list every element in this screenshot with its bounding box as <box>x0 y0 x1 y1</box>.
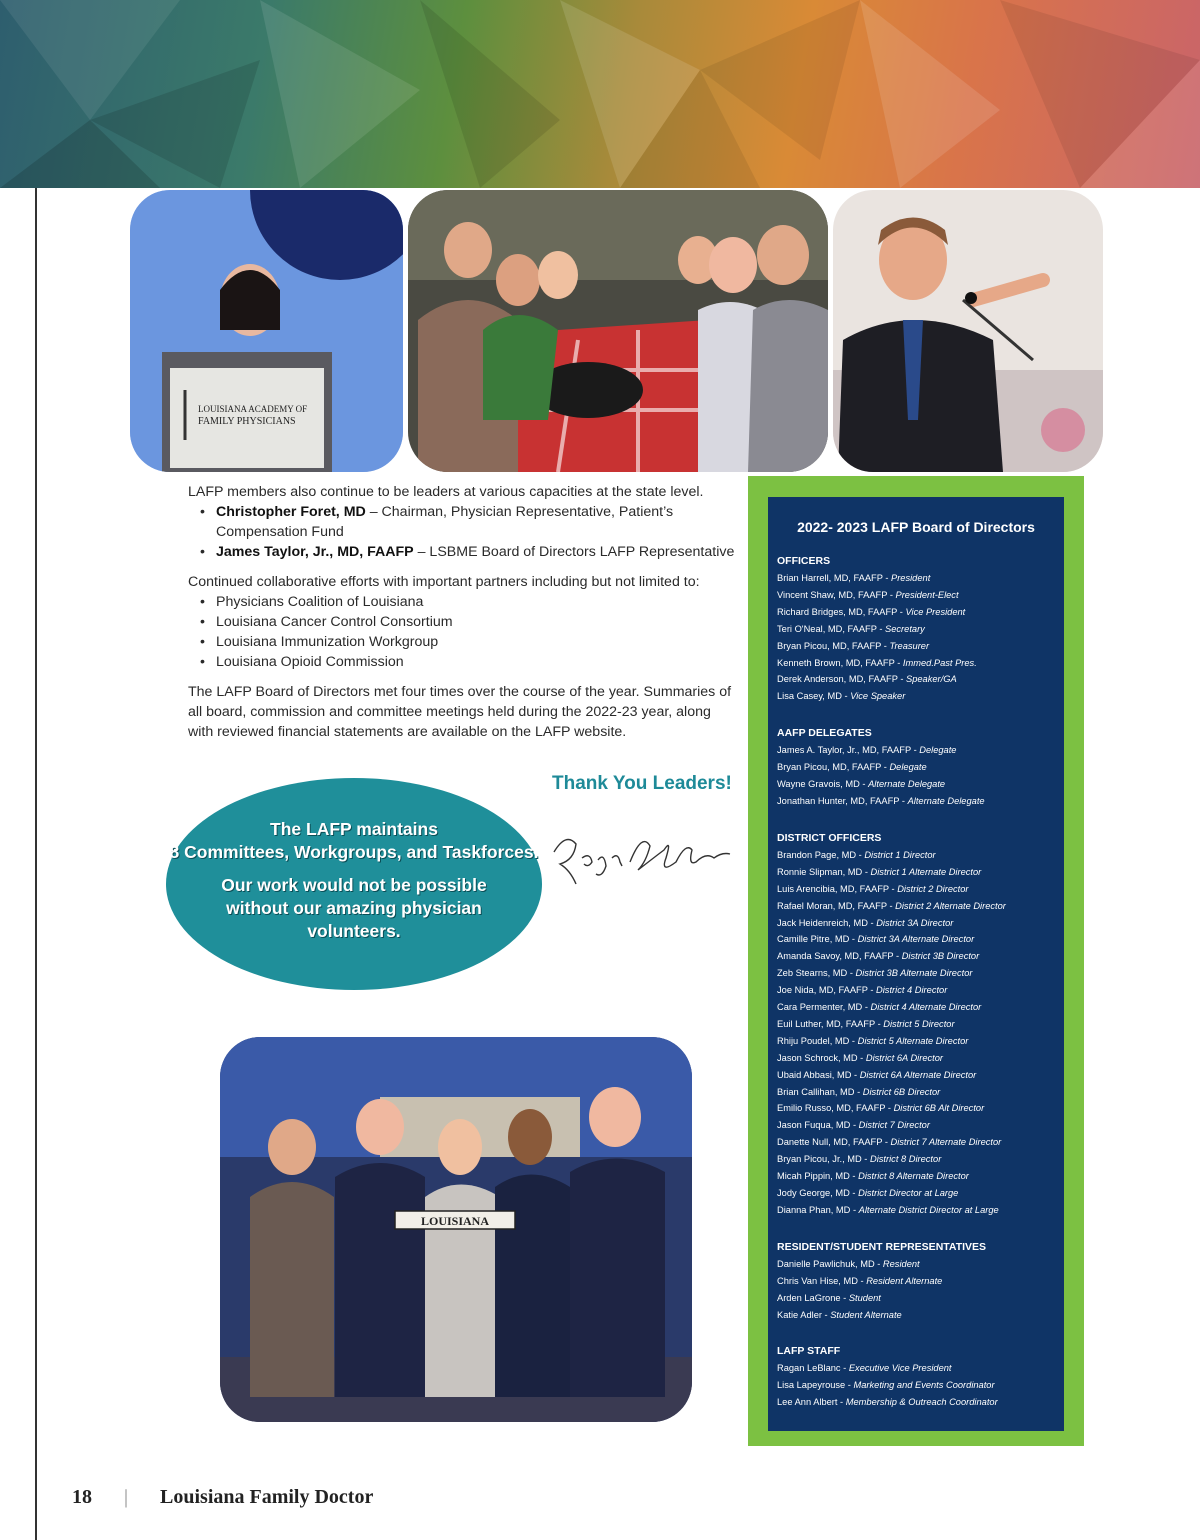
list-item: • Physicians Coalition of Louisiana <box>216 592 736 612</box>
board-member <box>777 965 1061 982</box>
board-member <box>777 1033 1061 1050</box>
thank-you-heading: Thank You Leaders! <box>552 773 732 794</box>
photo-louisiana-group <box>220 1037 692 1422</box>
photo-podium-speaker <box>130 190 403 472</box>
board-sections <box>777 555 1061 1433</box>
intro-paragraph: LAFP members also continue to be leaders at various capacities at the state level. <box>188 484 704 500</box>
member-name: Brandon Page, MD - <box>777 849 865 860</box>
header-banner <box>0 0 1200 188</box>
member-role: District 1 Alternate Director <box>870 866 982 877</box>
member-role: District 5 Director <box>883 1018 955 1029</box>
board-member <box>777 982 1061 999</box>
board-member <box>777 776 1061 793</box>
member-name: Bryan Picou, MD, FAAFP - <box>777 640 890 651</box>
member-role: Speaker/GA <box>906 674 957 685</box>
member-role: District 6A Director <box>865 1052 944 1063</box>
signature-graphic <box>546 822 732 902</box>
member-name: Vincent Shaw, MD, FAAFP - <box>777 589 896 600</box>
leader-role: – LSBME Board of Directors LAFP Representative <box>413 544 735 560</box>
board-member <box>777 1360 1061 1377</box>
member-name: Chris Van Hise, MD - <box>777 1275 867 1286</box>
member-name: Brian Callihan, MD - <box>777 1086 863 1097</box>
member-role: Delegate <box>889 762 927 773</box>
board-member <box>777 793 1061 810</box>
board-member <box>777 1273 1061 1290</box>
board-member <box>777 1016 1061 1033</box>
member-name: Emilio Russo, MD, FAAFP - <box>777 1103 894 1114</box>
board-section <box>777 832 1061 1219</box>
page-footer <box>72 1486 373 1509</box>
leader-name: Christopher Foret, MD <box>216 504 366 520</box>
member-role: Delegate <box>919 745 957 756</box>
member-name: Jody George, MD - <box>777 1188 859 1198</box>
member-role: District 3B Alternate Director <box>855 968 973 979</box>
member-name: James A. Taylor, Jr., MD, FAAFP - <box>777 745 920 756</box>
board-panel <box>768 497 1064 1431</box>
member-role: District 2 Director <box>897 883 969 894</box>
board-member <box>777 1168 1061 1185</box>
member-role: District 8 Director <box>870 1154 942 1165</box>
photo-dinner-group <box>408 190 828 472</box>
member-role: District 2 Alternate Director <box>895 900 1006 911</box>
member-role: District 5 Alternate Director <box>857 1035 969 1046</box>
member-name: Rafael Moran, MD, FAAFP - <box>777 900 896 911</box>
board-member <box>777 688 1061 705</box>
member-name: Lee Ann Albert - <box>777 1397 846 1408</box>
member-role: Student Alternate <box>830 1309 902 1320</box>
board-member <box>777 1307 1061 1324</box>
member-role: Alternate Delegate <box>868 779 946 790</box>
member-name: Kenneth Brown, MD, FAAFP - <box>777 657 903 668</box>
member-role: District 7 Alternate Director <box>890 1137 1002 1148</box>
board-member <box>777 1290 1061 1307</box>
member-name: Luis Arencibia, MD, FAAFP - <box>777 883 898 894</box>
board-section-heading: DISTRICT OFFICERS <box>777 831 882 844</box>
board-section <box>777 1241 1061 1324</box>
member-role: Resident Alternate <box>866 1275 943 1286</box>
board-section-heading: AAFP DELEGATES <box>777 727 872 740</box>
board-member <box>777 999 1061 1016</box>
member-role: Student <box>848 1292 881 1303</box>
list-item <box>216 502 736 542</box>
member-role: District 6A Alternate Director <box>859 1069 977 1080</box>
board-member <box>777 604 1061 621</box>
partners-intro: Continued collaborative efforts with important partners including but not limited to: <box>188 574 700 590</box>
leader-role: – Chairman, Physician Representative, Patient’s Compensation Fund <box>216 504 674 540</box>
member-name: Bryan Picou, MD, FAAFP - <box>777 762 890 773</box>
member-role: District 7 Director <box>858 1120 930 1131</box>
member-name: Amanda Savoy, MD, FAAFP - <box>777 951 902 962</box>
member-name: Cara Permenter, MD - <box>777 1002 871 1013</box>
member-name: Jack Heidenreich, MD - <box>777 917 877 928</box>
board-section <box>777 727 1061 810</box>
member-role: President-Elect <box>895 589 959 600</box>
board-section-heading: RESIDENT/STUDENT REPRESENTATIVES <box>777 1240 987 1253</box>
member-role: Executive Vice President <box>848 1363 952 1374</box>
list-item: • Louisiana Cancer Control Consortium <box>216 612 736 632</box>
member-name: Richard Bridges, MD, FAAFP - <box>777 606 906 617</box>
member-role: District 6B Director <box>862 1086 941 1097</box>
page-number: 18 <box>72 1486 92 1508</box>
member-role: President <box>891 573 931 583</box>
podium-sign-line1: LOUISIANA ACADEMY OF <box>198 404 308 414</box>
main-body-text <box>188 482 736 752</box>
board-section <box>777 1345 1061 1411</box>
board-member <box>777 587 1061 604</box>
member-name: Teri O'Neal, MD, FAAFP - <box>777 623 886 634</box>
member-name: Joe Nida, MD, FAAFP - <box>777 985 877 996</box>
member-name: Euil Luther, MD, FAAFP - <box>777 1018 884 1029</box>
member-name: Jonathan Hunter, MD, FAAFP - <box>777 795 908 806</box>
board-member <box>777 1134 1061 1151</box>
member-name: Jason Fuqua, MD - <box>777 1120 859 1131</box>
member-name: Danette Null, MD, FAAFP - <box>777 1137 891 1148</box>
oval-line2: 8 Committees, Workgroups, and Taskforces. <box>169 842 539 862</box>
oval-line1: The LAFP maintains <box>270 819 438 839</box>
board-member <box>777 1377 1061 1394</box>
board-member <box>777 881 1061 898</box>
member-name: Jason Schrock, MD - <box>777 1052 866 1063</box>
member-role: District 4 Director <box>876 985 948 996</box>
member-role: District Director at Large <box>858 1188 959 1198</box>
info-oval <box>166 778 542 990</box>
podium-sign-line2: FAMILY PHYSICIANS <box>198 416 296 427</box>
partners-list <box>188 592 736 672</box>
member-role: Secretary <box>885 623 925 634</box>
member-name: Danielle Pawlichuk, MD - <box>777 1258 883 1269</box>
member-name: Lisa Lapeyrouse - <box>777 1380 854 1391</box>
member-role: District 3A Alternate Director <box>857 934 975 945</box>
signature <box>546 822 732 907</box>
board-member <box>777 1394 1061 1411</box>
board-member <box>777 1100 1061 1117</box>
member-role: Resident <box>882 1258 920 1269</box>
member-role: District 1 Director <box>864 849 936 860</box>
board-member <box>777 864 1061 881</box>
board-member <box>777 1202 1061 1219</box>
board-member <box>777 1185 1061 1202</box>
board-member <box>777 915 1061 932</box>
louisiana-sign-text: LOUISIANA <box>420 1214 490 1228</box>
member-name: Derek Anderson, MD, FAAFP - <box>777 674 906 685</box>
board-member <box>777 621 1061 638</box>
board-member <box>777 638 1061 655</box>
board-member <box>777 931 1061 948</box>
board-member <box>777 847 1061 864</box>
board-member <box>777 655 1061 672</box>
board-member <box>777 1117 1061 1134</box>
member-name: Katie Adler - <box>777 1309 831 1320</box>
member-name: Arden LaGrone - <box>777 1292 849 1303</box>
board-member <box>777 898 1061 915</box>
member-role: Vice Speaker <box>850 691 906 702</box>
board-member <box>777 759 1061 776</box>
member-name: Bryan Picou, Jr., MD - <box>777 1154 870 1165</box>
member-name: Camille Pitre, MD - <box>777 934 858 945</box>
member-name: Ubaid Abbasi, MD - <box>777 1069 860 1080</box>
member-name: Ragan LeBlanc - <box>777 1363 849 1374</box>
member-role: Marketing and Events Coordinator <box>853 1380 995 1391</box>
member-name: Wayne Gravois, MD - <box>777 779 869 790</box>
closing-paragraph: The LAFP Board of Directors met four times over the course of the year. Summaries of all board, commission and committee meetings held during the 2022-23 year, along with reviewed financial statements are available on the LAFP website. <box>188 684 732 740</box>
board-title: 2022- 2023 LAFP Board of Directors <box>797 519 1035 535</box>
leaders-list <box>188 502 736 562</box>
member-role: District 8 Alternate Director <box>858 1171 969 1182</box>
member-name: Micah Pippin, MD - <box>777 1171 859 1182</box>
board-member <box>777 1067 1061 1084</box>
member-name: Rhiju Poudel, MD - <box>777 1035 858 1046</box>
member-role: District 4 Alternate Director <box>870 1002 982 1013</box>
polygon-pattern <box>0 0 1200 188</box>
member-name: Lisa Casey, MD - <box>777 691 851 702</box>
list-item: • Louisiana Opioid Commission <box>216 652 736 672</box>
leader-name: James Taylor, Jr., MD, FAAFP <box>216 544 414 560</box>
member-role: District 3B Director <box>901 951 980 962</box>
list-item <box>216 542 736 562</box>
member-name: Dianna Phan, MD - <box>777 1204 859 1215</box>
member-name: Brian Harrell, MD, FAAFP - <box>777 573 891 583</box>
member-role: Treasurer <box>889 640 930 651</box>
member-role: District 6B Alt Director <box>893 1103 985 1114</box>
member-role: Alternate District Director at Large <box>858 1204 999 1215</box>
footer-separator: | <box>124 1486 129 1508</box>
board-member <box>777 570 1061 587</box>
board-section-heading: LAFP STAFF <box>777 1345 841 1358</box>
board-member <box>777 1050 1061 1067</box>
photo-microphone-speaker <box>833 190 1103 472</box>
member-role: Alternate Delegate <box>907 795 985 806</box>
list-item: • Louisiana Immunization Workgroup <box>216 632 736 652</box>
member-role: Membership & Outreach Coordinator <box>845 1397 998 1408</box>
left-margin-rule <box>35 188 37 1540</box>
member-role: District 3A Director <box>876 917 954 928</box>
board-section <box>777 555 1061 705</box>
member-role: Vice President <box>905 606 966 617</box>
board-member <box>777 1151 1061 1168</box>
board-member <box>777 948 1061 965</box>
oval-line3: Our work would not be possible without our amazing physician volunteers. <box>221 875 487 941</box>
board-member <box>777 1084 1061 1101</box>
member-name: Zeb Stearns, MD - <box>777 968 856 979</box>
board-member <box>777 1256 1061 1273</box>
member-name: Ronnie Slipman, MD - <box>777 866 871 877</box>
board-member <box>777 671 1061 688</box>
board-section-heading: OFFICERS <box>777 555 831 567</box>
member-role: Immed.Past Pres. <box>902 657 977 668</box>
board-member <box>777 742 1061 759</box>
magazine-title: Louisiana Family Doctor <box>160 1486 374 1508</box>
